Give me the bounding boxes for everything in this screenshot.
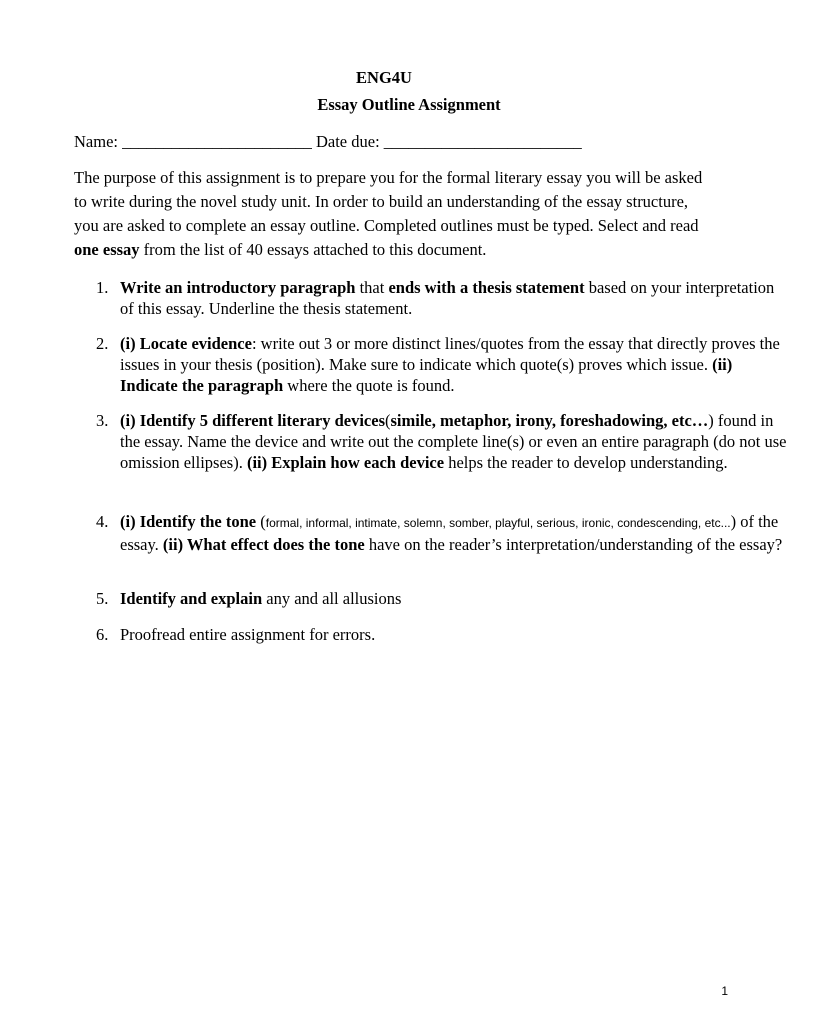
item-text: Proofread entire assignment for errors. — [120, 625, 376, 644]
item-text: ( — [385, 411, 391, 430]
list-item — [74, 410, 792, 473]
item-number: 4. — [96, 512, 109, 531]
name-label: Name: — [74, 132, 118, 151]
intro-text-1: The purpose of this assignment is to prepare you for the formal literary essay you will be asked to write during the novel study unit. In order to build an understanding of the essay structure, you are asked to complete an essay outline. Completed outlines must be typed. Select and read — [74, 168, 703, 235]
item-text: ) found in the essay. Name the device and write out the complete line(s) or even an entire paragraph (do not use omission ellipses). — [120, 411, 787, 472]
item-bold-text: (i) Identify the tone — [120, 512, 257, 531]
item-bold-text: Write an introductory paragraph — [120, 278, 356, 297]
item-text: ) of the essay. — [120, 512, 779, 554]
item-text: helps the reader to develop understanding. — [444, 453, 728, 472]
item-text: ( — [256, 512, 266, 531]
item-bold-text: (ii) Explain how each device — [246, 453, 445, 472]
item-bold-text: (i) Locate evidence — [120, 334, 252, 353]
item-bold-text: (i) Identify 5 different literary devices — [120, 411, 385, 430]
item-text: where the quote is found. — [283, 376, 455, 395]
item-number: 1. — [96, 278, 109, 297]
list-item — [74, 624, 792, 645]
list-item — [74, 333, 792, 396]
course-code: ENG4U — [356, 68, 412, 87]
item-text: any and all allusions — [262, 589, 402, 608]
item-number: 2. — [96, 334, 109, 353]
item-bold-text: Identify and explain — [120, 589, 263, 608]
item-bold-text: ends with a thesis statement — [388, 278, 585, 297]
list-item — [74, 277, 792, 319]
item-number: 3. — [96, 411, 109, 430]
item-number: 6. — [96, 625, 109, 644]
item-bold-text: simile, metaphor, irony, foreshadowing, etc… — [390, 411, 709, 430]
item-text: based on your interpretation of this essay. Underline the thesis statement. — [120, 278, 775, 318]
list-item — [74, 588, 792, 609]
name-date-line — [74, 131, 582, 153]
list-item — [74, 511, 792, 555]
intro-bold-one-essay: one essay — [74, 240, 140, 259]
page-number: 1 — [721, 984, 728, 998]
assignment-title: Essay Outline Assignment — [317, 95, 501, 114]
item-text: that — [355, 278, 389, 297]
item-bold-text: (ii) Indicate the paragraph — [120, 355, 733, 395]
intro-paragraph — [74, 166, 714, 262]
name-blank: _______________________ — [122, 132, 312, 151]
date-due-blank: ________________________ — [383, 132, 582, 151]
item-bold-text: (ii) What effect does the tone — [162, 535, 365, 554]
item-text: have on the reader’s interpretation/understanding of the essay? — [364, 535, 783, 554]
item-number: 5. — [96, 589, 109, 608]
tone-examples: formal, informal, intimate, solemn, somber, playful, serious, ironic, condescending, etc... — [265, 516, 731, 530]
date-due-label: Date due: — [315, 132, 380, 151]
intro-text-2: from the list of 40 essays attached to this document. — [139, 240, 487, 259]
item-text: : write out 3 or more distinct lines/quotes from the essay that directly proves the issues in your thesis (position). Make sure to indicate which quote(s) proves which issue. — [120, 334, 780, 374]
